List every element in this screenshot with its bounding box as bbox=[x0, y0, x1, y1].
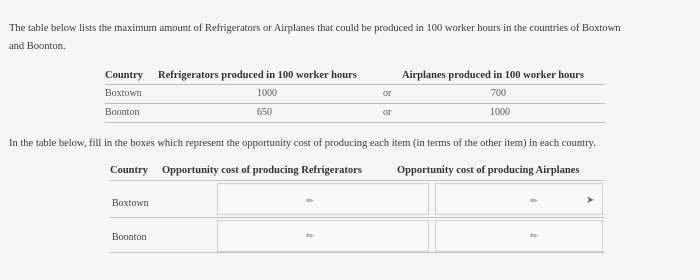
intro-line-2: and Boonton. bbox=[9, 41, 66, 52]
refrigerators-cell: 650 bbox=[257, 107, 272, 118]
airplanes-cell: 1000 bbox=[490, 107, 510, 118]
airplanes-cell: 700 bbox=[491, 88, 506, 99]
refrigerators-cell: 1000 bbox=[257, 88, 277, 99]
country-cell: Boxtown bbox=[105, 88, 142, 99]
country-cell: Boonton bbox=[112, 232, 147, 243]
mouse-cursor-icon: ➤ bbox=[586, 195, 595, 206]
table-divider bbox=[110, 180, 605, 181]
production-table bbox=[105, 68, 605, 122]
boxtown-refrigerators-opportunity-input[interactable] bbox=[217, 183, 429, 215]
or-cell: or bbox=[383, 88, 392, 99]
table-divider bbox=[110, 217, 605, 218]
table-row bbox=[105, 103, 605, 122]
pencil-icon: ✎ bbox=[303, 229, 317, 243]
boxtown-airplanes-opportunity-input[interactable] bbox=[435, 183, 603, 215]
table-divider bbox=[110, 252, 605, 253]
country-cell: Boonton bbox=[105, 107, 140, 118]
opportunity-cost-table bbox=[110, 162, 605, 243]
intro-text bbox=[9, 20, 689, 56]
col-header-opp-refrigerators: Opportunity cost of producing Refrigerators bbox=[162, 165, 362, 176]
intro-line-1: The table below lists the maximum amount of Refrigerators or Airplanes that could be produced in 100 worker hours in the countries of Boxtown bbox=[9, 23, 621, 34]
pencil-icon: ✎ bbox=[527, 194, 541, 208]
col-header-country: Country bbox=[105, 70, 143, 81]
or-cell: or bbox=[383, 107, 392, 118]
pencil-icon: ✎ bbox=[303, 194, 317, 208]
table-row bbox=[105, 84, 605, 103]
country-cell: Boxtown bbox=[112, 198, 149, 209]
production-table-header bbox=[105, 68, 605, 84]
col-header-opp-airplanes: Opportunity cost of producing Airplanes bbox=[397, 165, 580, 176]
boonton-refrigerators-opportunity-input[interactable] bbox=[217, 220, 429, 252]
col-header-refrigerators: Refrigerators produced in 100 worker hours bbox=[158, 70, 357, 81]
table-divider bbox=[105, 122, 605, 123]
instructions-text: In the table below, fill in the boxes which represent the opportunity cost of producing each item (in terms of the other item) in each country. bbox=[9, 138, 596, 149]
opportunity-table-header bbox=[110, 162, 605, 180]
boonton-airplanes-opportunity-input[interactable] bbox=[435, 220, 603, 252]
pencil-icon: ✎ bbox=[527, 229, 541, 243]
col-header-country: Country bbox=[110, 165, 148, 176]
col-header-airplanes: Airplanes produced in 100 worker hours bbox=[402, 70, 584, 81]
